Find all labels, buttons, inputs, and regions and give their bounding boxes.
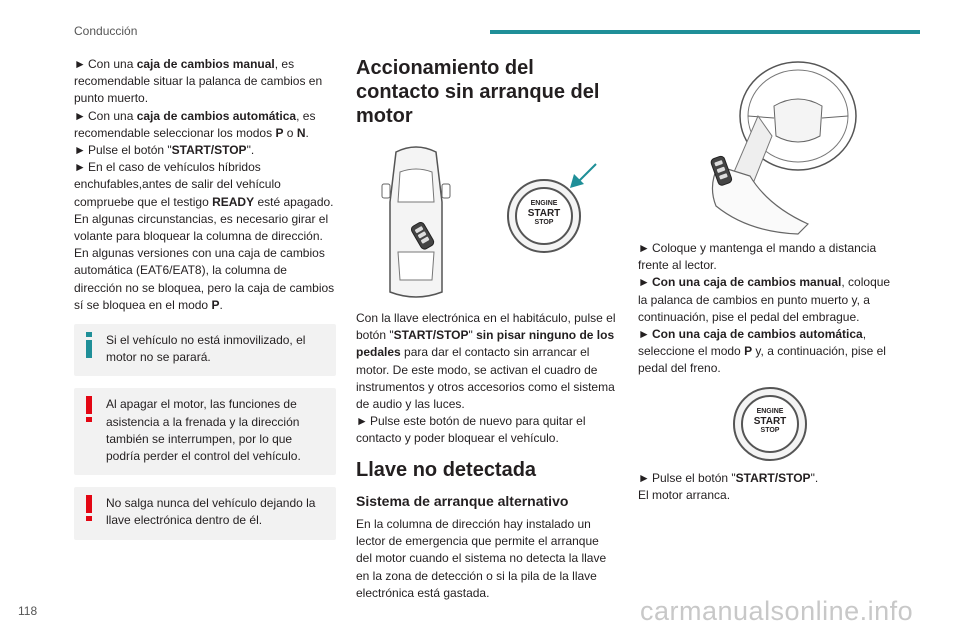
warning-icon — [86, 396, 92, 426]
car-top-view-illustration — [356, 142, 618, 304]
bullet-press-button: ► Pulse el botón "START/STOP". — [638, 470, 900, 487]
bullet-arrow-icon: ► — [74, 143, 86, 158]
warning-note-text: No salga nunca del vehículo dejando la llave electrónica dentro de él. — [106, 496, 316, 528]
bullet-arrow-icon: ► — [356, 414, 368, 429]
bullet-auto-brake: ► Con una caja de cambios automática, seleccione el modo P y, a continuación, pise el pedal del freno. — [638, 327, 886, 376]
bullet-arrow-icon: ► — [638, 327, 650, 342]
warning-note-text: Al apagar el motor, las funciones de asistencia a la frenada y la dirección también se interrumpen, por lo que podría perder el control del vehículo. — [106, 397, 301, 464]
paragraph-steering-lock: En algunas circunstancias, es necesario girar el volante para bloquear la columna de dirección. — [74, 211, 329, 244]
illustration-car-key-button — [356, 142, 618, 304]
warning-icon — [86, 495, 92, 525]
bullet-manual-clutch: ► Con una caja de cambios manual, coloque la palanca de cambios en punto muerto y, a continuación, pise el pedal del embrague. — [638, 275, 891, 324]
warning-note-key-inside — [74, 487, 336, 539]
illustration-steering-key-reader — [688, 56, 900, 236]
subsection-title-backup-start: Sistema de arranque alternativo — [356, 492, 569, 509]
section-title-key-not-detected: Llave no detectada — [356, 458, 537, 481]
column-middle — [356, 56, 618, 602]
bullet-arrow-icon: ► — [74, 108, 86, 123]
bullet-arrow-icon: ► — [74, 160, 86, 175]
section-title-ignition: Accionamiento del contacto sin arranque del motor — [356, 57, 600, 127]
info-icon — [86, 332, 92, 362]
bullet-ignition-off: ► Pulse este botón de nuevo para quitar el contacto y poder bloquear el vehículo. — [356, 414, 586, 446]
bullet-arrow-icon: ► — [638, 470, 650, 485]
paragraph-ignition-on: Con la llave electrónica en el habitáculo, pulse el botón "START/STOP" sin pisar ninguno de los pedales para dar el contacto sin arrancar el motor. De este modo, se activan el cuadro de instrumentos y otros accesorios como el sistema de audio y las luces. — [356, 311, 616, 412]
header-accent-bar — [490, 30, 920, 34]
paragraph-backup-reader: En la columna de dirección hay instalado un lector de emergencia que permite el arranque del motor cuando el sistema no detecta la llave en la zona de detección o si la pila de la llave electrónica está gastada. — [356, 517, 607, 600]
bullet-press-start-stop: ► Pulse el botón "START/STOP". — [74, 142, 336, 159]
bullet-manual-gearbox: ► Con una caja de cambios manual, es recomendable situar la palanca de cambios en punto muerto. — [74, 57, 323, 106]
engine-start-stop-button-label: ENGINE START STOP — [753, 407, 787, 434]
bullet-hybrid-ready: ► En el caso de vehículos híbridos enchufables,antes de salir del vehículo compruebe que el testigo READY esté apagado. — [74, 160, 334, 209]
watermark-text: carmanualsonline.info — [640, 596, 914, 626]
bullet-arrow-icon: ► — [74, 57, 86, 71]
column-right — [638, 56, 900, 504]
info-note-text: Si el vehículo no está inmovilizado, el motor no se parará. — [106, 333, 306, 365]
info-note — [74, 324, 336, 376]
header-section-title: Conducción — [74, 24, 138, 38]
engine-start-stop-button-label: ENGINE START STOP — [527, 200, 561, 226]
bullet-auto-gearbox: ► Con una caja de cambios automática, es recomendable seleccionar los modos P o N. — [74, 108, 316, 140]
page-number: 118 — [18, 604, 38, 618]
bullet-arrow-icon: ► — [638, 275, 650, 290]
illustration-start-stop-button — [638, 384, 900, 464]
column-left — [74, 56, 336, 540]
bullet-arrow-icon: ► — [638, 241, 650, 255]
steering-wheel-illustration — [688, 56, 858, 236]
paragraph-eat-versions: En algunas versiones con una caja de cambios automática (EAT6/EAT8), la columna de dirección no se bloquea, pero la caja de cambios sí se bloquea en el modo P. — [74, 246, 335, 312]
paragraph-engine-starts: El motor arranca. — [638, 487, 731, 502]
bullet-hold-remote: ► Coloque y mantenga el mando a distancia frente al lector. — [638, 241, 877, 273]
warning-note-brake-steering — [74, 388, 336, 475]
